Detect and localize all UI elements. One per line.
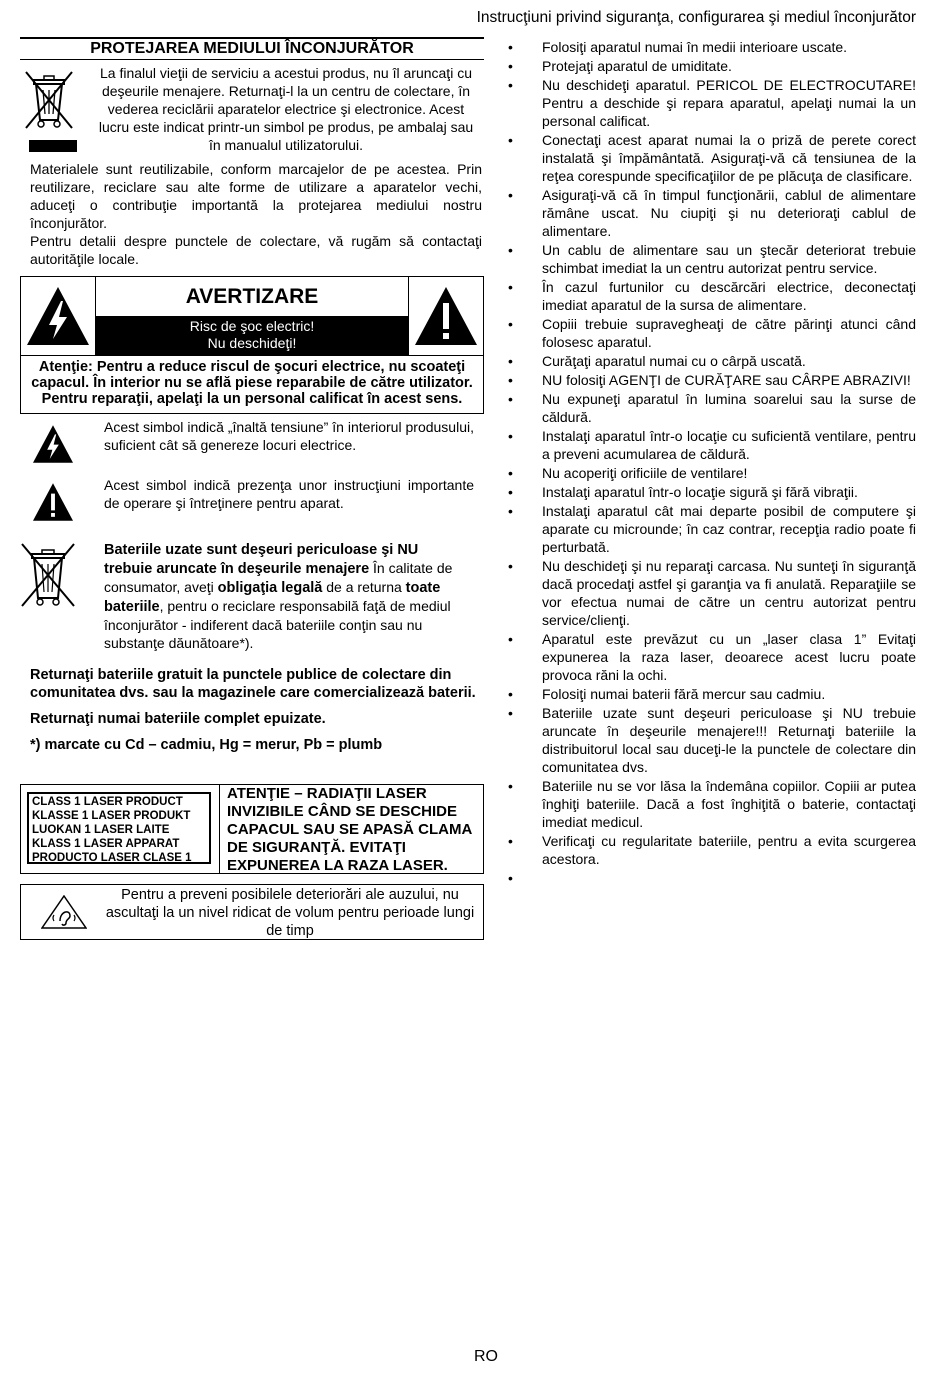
warning-title: AVERTIZARE — [185, 284, 319, 308]
laser-label-line: KLASS 1 LASER APPARAT — [32, 838, 180, 850]
list-item: • Un cablu de alimentare sau un ştecăr deteriorat trebuie schimbat imediat la un centru autorizat pentru service. — [508, 241, 916, 277]
list-item: • NU folosiţi AGENŢI de CURĂŢARE sau CÂRPE ABRAZIVI! — [508, 371, 916, 389]
page-footer: RO — [474, 1348, 498, 1365]
high-voltage-icon — [25, 285, 91, 347]
environment-intro: La finalul vieţii de serviciu a acestui produs, nu îl aruncaţi cu deşeurile menajere. Returnaţi-l la un centru de colectare, în vederea reciclării aparatelor electrice şi electronice. Acest lucru este indicat printr-un simbol pe produs, pe ambalaj sau în manualul utilizatorului. — [98, 65, 474, 153]
battery-note: *) marcate cu Cd – cadmiu, Hg = merur, Pb = plumb — [30, 737, 383, 753]
laser-class-label — [27, 792, 211, 864]
list-item: • Copiii trebuie supravegheaţi de către părinţi atunci când folosesc aparatul. — [508, 315, 916, 351]
list-item: • Protejaţi aparatul de umiditate. — [508, 57, 916, 75]
laser-block — [20, 784, 484, 874]
list-item: • Nu deschideţi şi nu reparaţi carcasa. Nu sunteţi în siguranţă dacă procedaţi astfel şi garanţia va fi anulată. Reparaţiile se vor efectua numai de către un centru autorizat pentru service/clienţi. — [508, 557, 916, 629]
list-item: • Nu acoperiţi orificiile de ventilare! — [508, 464, 916, 482]
hearing-text: Pentru a preveni posibilele deteriorări ale auzului, nu ascultaţi la un nivel ridicat de volum pentru perioade lungi de timp — [105, 887, 475, 939]
laser-label-line: LUOKAN 1 LASER LAITE — [32, 824, 170, 836]
list-item: • Verificaţi cu regularitate bateriile, pentru a evita scurgerea acestora. — [508, 832, 916, 868]
hearing-warning-icon — [41, 895, 87, 929]
environment-title: PROTEJAREA MEDIULUI ÎNCONJURĂTOR — [20, 37, 484, 60]
warning-caution-text: Atenţie: Pentru a reduce riscul de şocuri electrice, nu scoateţi capacul. În interior nu se află piese reparabile de către utilizator. Pentru reparaţii, apelaţi la un personal calificat în acest sens. — [31, 359, 473, 407]
exclamation-symbol-text: Acest simbol indică prezenţa unor instrucţiuni importante de operare şi întreţinere pentru aparat. — [104, 477, 474, 511]
exclamation-symbol-row — [20, 476, 484, 530]
warning-box — [20, 276, 484, 414]
exclamation-icon — [413, 285, 479, 347]
voltage-symbol-text: Acest simbol indică „înaltă tensiune” în interiorul produsului, suficient cât să genereze locuri electrice. — [104, 419, 474, 453]
battery-bold-2: obligaţia legală — [217, 580, 323, 596]
high-voltage-icon — [28, 424, 78, 464]
list-item: • Folosiţi aparatul numai în medii interioare uscate. — [508, 38, 916, 56]
environment-paragraph-1: Materialele sunt reutilizabile, conform marcajelor de pe acestea. Prin reutilizare, reciclare sau alte forme de utilizare a aparatelor vechi, aduceţi o contribuţie importantă la protejarea mediului nostru înconjurător. — [30, 161, 482, 231]
right-column — [508, 38, 916, 888]
list-item: • Asiguraţi-vă că în timpul funcţionării, cablul de alimentare rămâne uscat. Nu ciupiţi şi nu deterioraţi cablul de alimentare. — [508, 186, 916, 240]
warning-line-2: Nu deschideţi! — [207, 335, 297, 351]
list-item: • Instalaţi aparatul într-o locaţie cu suficientă ventilare, pentru a preveni acumularea de căldură. — [508, 427, 916, 463]
divider — [219, 785, 220, 873]
safety-list — [508, 38, 916, 887]
list-item — [508, 869, 916, 887]
battery-return-1: Returnaţi bateriile gratuit la punctele publice de colectare din comunitatea dvs. sau la magazinele care comercializează baterii. — [30, 667, 476, 701]
list-item: • Instalaţi aparatul cât mai departe posibil de computere şi aparate cu microunde; în caz contrar, recepţia radio poate fi perturbată. — [508, 502, 916, 556]
list-item: • În cazul furtunilor cu descărcări electrice, deconectaţi imediat aparatul de la sursa de alimentare. — [508, 278, 916, 314]
list-item: • Nu expuneţi aparatul în lumina soarelui sau la surse de căldură. — [508, 390, 916, 426]
battery-bold-1: Bateriile uzate sunt deşeuri periculoase şi NU trebuie aruncate în deşeurile menajere — [104, 542, 419, 577]
list-item: • Bateriile uzate sunt deşeuri periculoase şi NU trebuie aruncate în deşeurile menajere!!! Returnaţi bateriile la distribuitorul local sau duceţi-le la punctele de colectare din comunitatea dvs. — [508, 704, 916, 776]
crossed-bin-icon — [24, 68, 74, 130]
battery-text-1: În calitate de consumator, aveţi — [104, 560, 453, 595]
exclamation-icon — [28, 482, 78, 522]
warning-line-1: Risc de şoc electric! — [189, 318, 315, 334]
voltage-symbol-row — [20, 418, 484, 472]
list-item: • Curăţaţi aparatul numai cu o cârpă uscată. — [508, 352, 916, 370]
crossed-battery-bin-icon — [20, 540, 76, 610]
battery-block — [20, 540, 484, 662]
page-header: Instrucţiuni privind siguranţa, configurarea şi mediul înconjurător — [476, 9, 916, 26]
list-item: • Aparatul este prevăzut cu un „laser clasa 1” Evitaţi expunerea la raza laser, deoarece acest lucru poate provoca răni la ochi. — [508, 630, 916, 684]
black-bar — [29, 140, 77, 152]
laser-warning: ATENŢIE – RADIAŢII LASER INVIZIBILE CÂND SE DESCHIDE CAPACUL SAU SE APASĂ CLAMA DE SIGURANŢĂ. EVITAŢI EXPUNEREA LA RAZA LASER. — [227, 785, 472, 874]
environment-paragraph-2: Pentru detalii despre punctele de colectare, vă rugăm să contactaţi autorităţile locale. — [30, 233, 482, 267]
battery-return-2: Returnaţi numai bateriile complet epuizate. — [30, 711, 326, 727]
laser-label-line: KLASSE 1 LASER PRODUKT — [32, 810, 191, 822]
list-item: • Nu deschideţi aparatul. PERICOL DE ELECTROCUTARE! Pentru a deschide şi repara aparatul, apelaţi numai la un personal calificat. — [508, 76, 916, 130]
battery-text-3: , pentru o reciclare responsabilă faţă de mediul înconjurător - indiferent dacă bateriile conţin sau nu substanţe dăunătoare*). — [104, 598, 451, 651]
battery-text — [104, 540, 460, 652]
list-item: • Folosiţi numai baterii fără mercur sau cadmiu. — [508, 685, 916, 703]
list-item: • Bateriile nu se vor lăsa la îndemâna copiilor. Copiii ar putea înghiţi bateriile. Dacă a fost înghiţită o baterie, contactaţi imediat medicul. — [508, 777, 916, 831]
environment-intro-block — [20, 62, 484, 160]
left-column — [20, 37, 484, 940]
list-item: • Conectaţi acest aparat numai la o priză de perete corect instalată şi împământată. Asiguraţi-vă că tensiunea de la reţea corespunde specificaţiilor de pe plăcuţa de clasificare. — [508, 131, 916, 185]
battery-text-2: de a returna — [322, 579, 406, 595]
laser-label-line: CLASS 1 LASER PRODUCT — [32, 796, 183, 808]
laser-label-line: PRODUCTO LASER CLASE 1 — [32, 852, 192, 864]
hearing-block — [20, 884, 484, 940]
list-item: • Instalaţi aparatul într-o locaţie sigură şi fără vibraţii. — [508, 483, 916, 501]
battery-bold-3: toate bateriile — [104, 580, 441, 615]
